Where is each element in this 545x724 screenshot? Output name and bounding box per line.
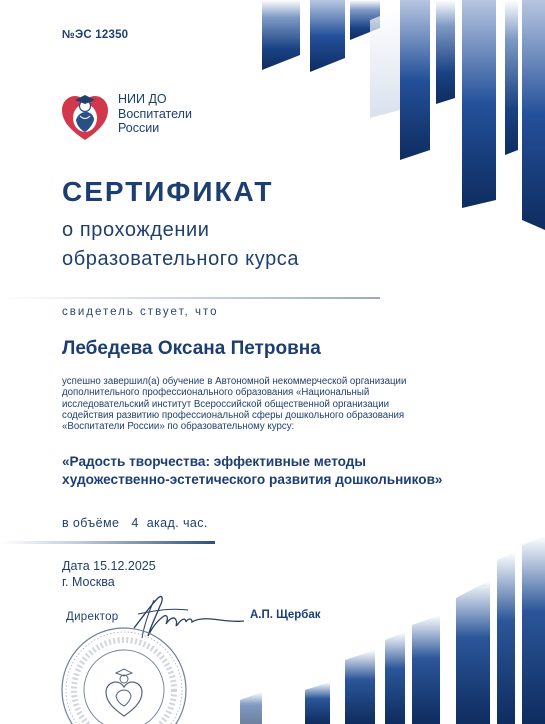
stripe-top-8 [522,0,545,230]
stripe-bottom-3 [385,632,405,724]
issue-city: г. Москва [62,575,115,589]
certificate-subtitle [62,216,299,274]
organization-name-line: НИИ ДО [118,92,167,106]
witness-text: свидетель ствует, что [62,306,219,318]
course-title [62,453,443,488]
completion-text-line: содействия развитию профессиональной сферы дошкольного образования [62,409,405,421]
completion-text-line: успешно завершил(а) обучение в Автономной некоммерческой организации [62,376,407,387]
issue-date: Дата 15.12.2025 [62,559,156,573]
stripe-top-6 [462,0,496,208]
recipient-name: Лебедева Оксана Петровна [62,338,321,359]
completion-text-line: исследовательский институт Всероссийской общественной организации [62,398,390,410]
stripe-top-9 [370,8,400,118]
volume-unit: акад. час. [146,516,208,530]
completion-text-line: «Воспитатели России» по образовательному курсу: [62,421,295,433]
divider-line [0,541,215,544]
stripe-top-2 [310,0,345,72]
stripe-top-5 [436,0,455,104]
stripe-bottom-7 [522,536,545,724]
stripe-top-4 [400,0,430,160]
director-name: А.П. Щербак [250,609,321,621]
course-title-line: «Радость творчества: эффективные методы [62,454,367,469]
stripe-bottom-2 [345,650,375,724]
stripe-top-7 [505,0,518,155]
stripe-bottom-4 [412,615,440,724]
stripe-bottom-6 [497,552,515,724]
volume-hours: 4 [131,516,139,530]
certificate-number: №ЭС 12350 [62,29,129,41]
stripe-bottom-5 [456,580,490,724]
volume-prefix: в объёме [62,516,120,530]
stripe-bottom-8 [240,692,262,724]
subtitle-line: о прохождении [62,219,210,241]
director-label: Директор [66,611,119,623]
divider-line [0,297,380,299]
subtitle-line: образовательного курса [62,248,300,270]
organization-name-line: Воспитатели [118,106,192,121]
stripe-bottom-1 [305,682,330,724]
organization-name [118,92,192,136]
course-title-line: художественно-эстетического развития дошкольников» [62,471,443,487]
organization-logo-icon [60,86,110,142]
course-volume [62,516,208,530]
stripe-top-1 [262,0,300,70]
official-seal-icon [58,624,190,724]
organization-name-line: России [118,121,160,135]
certificate-title: СЕРТИФИКАТ [62,176,274,207]
completion-text-line: дополнительного профессионального образования «Национальный [62,387,370,399]
completion-text [62,376,492,432]
